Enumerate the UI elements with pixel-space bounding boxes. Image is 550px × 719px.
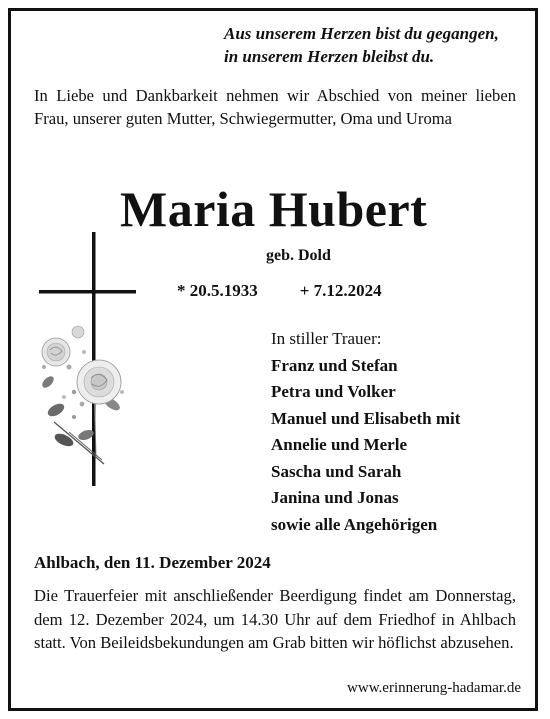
quote-line-2: in unserem Herzen bleibst du.	[224, 47, 435, 66]
mourner-name: Petra und Volker	[271, 382, 396, 401]
mourner-name: Janina und Jonas	[271, 488, 399, 507]
website-link[interactable]: www.erinnerung-hadamar.de	[347, 680, 521, 696]
deceased-name: Maria Hubert	[120, 181, 428, 237]
life-dates	[177, 281, 382, 301]
maiden-name: geb. Dold	[266, 247, 331, 264]
mourner-name: sowie alle Angehörigen	[271, 514, 438, 534]
mourner-name: Annelie und Merle	[271, 435, 407, 454]
quote-line-1: Aus unserem Herzen bist du gegangen,	[224, 24, 499, 43]
mourners-section	[271, 326, 521, 538]
cross-with-roses	[34, 232, 144, 492]
mourners-label: In stiller Trauer:	[271, 329, 382, 348]
obituary-notice	[8, 8, 538, 711]
death-date: + 7.12.2024	[299, 281, 382, 300]
obituary-content	[34, 22, 521, 702]
cross-icon	[34, 232, 144, 492]
funeral-details: Die Trauerfeier mit anschließender Beerdigung findet am Donnerstag, dem 12. Dezember 2024, um 14.30 Uhr auf dem Friedhof in Ahlbach statt. Von Beileidsbekundungen am Grab bitten wir höflichst abzusehen.	[34, 586, 516, 652]
mourner-name: Sascha und Sarah	[271, 461, 402, 481]
mourner-name: Franz und Stefan	[271, 355, 398, 375]
intro-text: In Liebe und Dankbarkeit nehmen wir Abschied von meiner lieben Frau, unserer guten Mutter, Schwiegermutter, Oma und Uroma	[34, 86, 516, 128]
rose-bouquet-icon	[40, 326, 124, 464]
memorial-quote	[224, 22, 514, 68]
mourner-name: Manuel und Elisabeth mit	[271, 408, 461, 428]
birth-date: * 20.5.1933	[177, 281, 258, 300]
place-and-date: Ahlbach, den 11. Dezember 2024	[34, 553, 271, 572]
